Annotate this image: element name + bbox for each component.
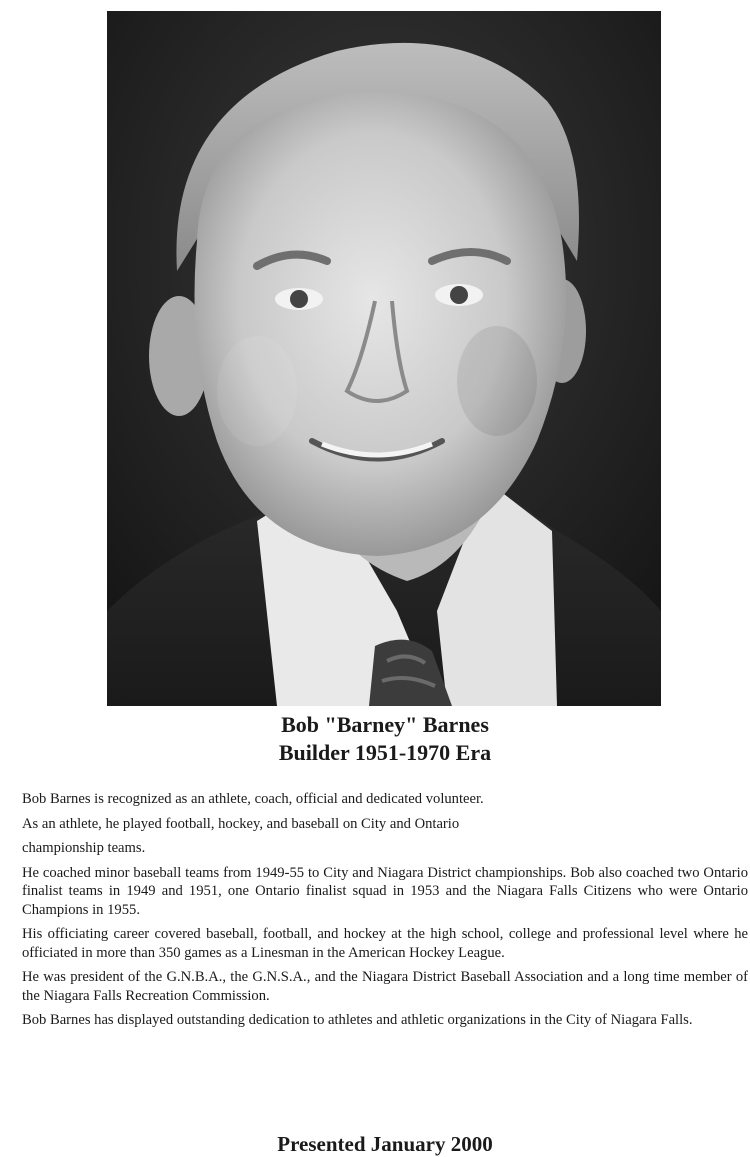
bio-paragraph-athlete: As an athlete, he played football, hockey, and baseball on City and Ontario [22,815,460,832]
bio-paragraph-intro: Bob Barnes is recognized as an athlete, coach, official and dedicated volunteer. [22,791,484,807]
inductee-era: Builder 1951-1970 Era [278,740,492,765]
bio-paragraph-dedication: Bob Barnes has displayed outstanding dedication to athletes and athletic organizations in the City of Niagara Falls. [22,1012,693,1028]
bio-paragraph-official: His officiating career covered baseball, football, and hockey at the high school, college and professional level where he officiated in more than 350 games as a Linesman in the American Hockey League. [22,926,748,961]
bio-paragraph-athlete-cont: championship teams. [22,840,146,856]
bio-paragraph-president: He was president of the G.N.B.A., the G.N.S.A., and the Niagara District Baseball Association and a long time member of the Niagara Falls Recreation Commission. [22,969,748,1004]
inductee-name: Bob "Barney" Barnes [281,712,489,737]
bio-paragraph-coach: He coached minor baseball teams from 1949-55 to City and Niagara District championships. Bob also coached two Ontario finalist teams in 1949 and 1951, one Ontario finalist squad in 1953 and the Niagara Falls Citizens who were Ontario Champions in 1955. [22,864,748,918]
portrait-photo [107,11,661,706]
biography [22,790,748,1036]
portrait-illustration [107,11,661,706]
presentation-date: Presented January 2000 [277,1132,493,1156]
